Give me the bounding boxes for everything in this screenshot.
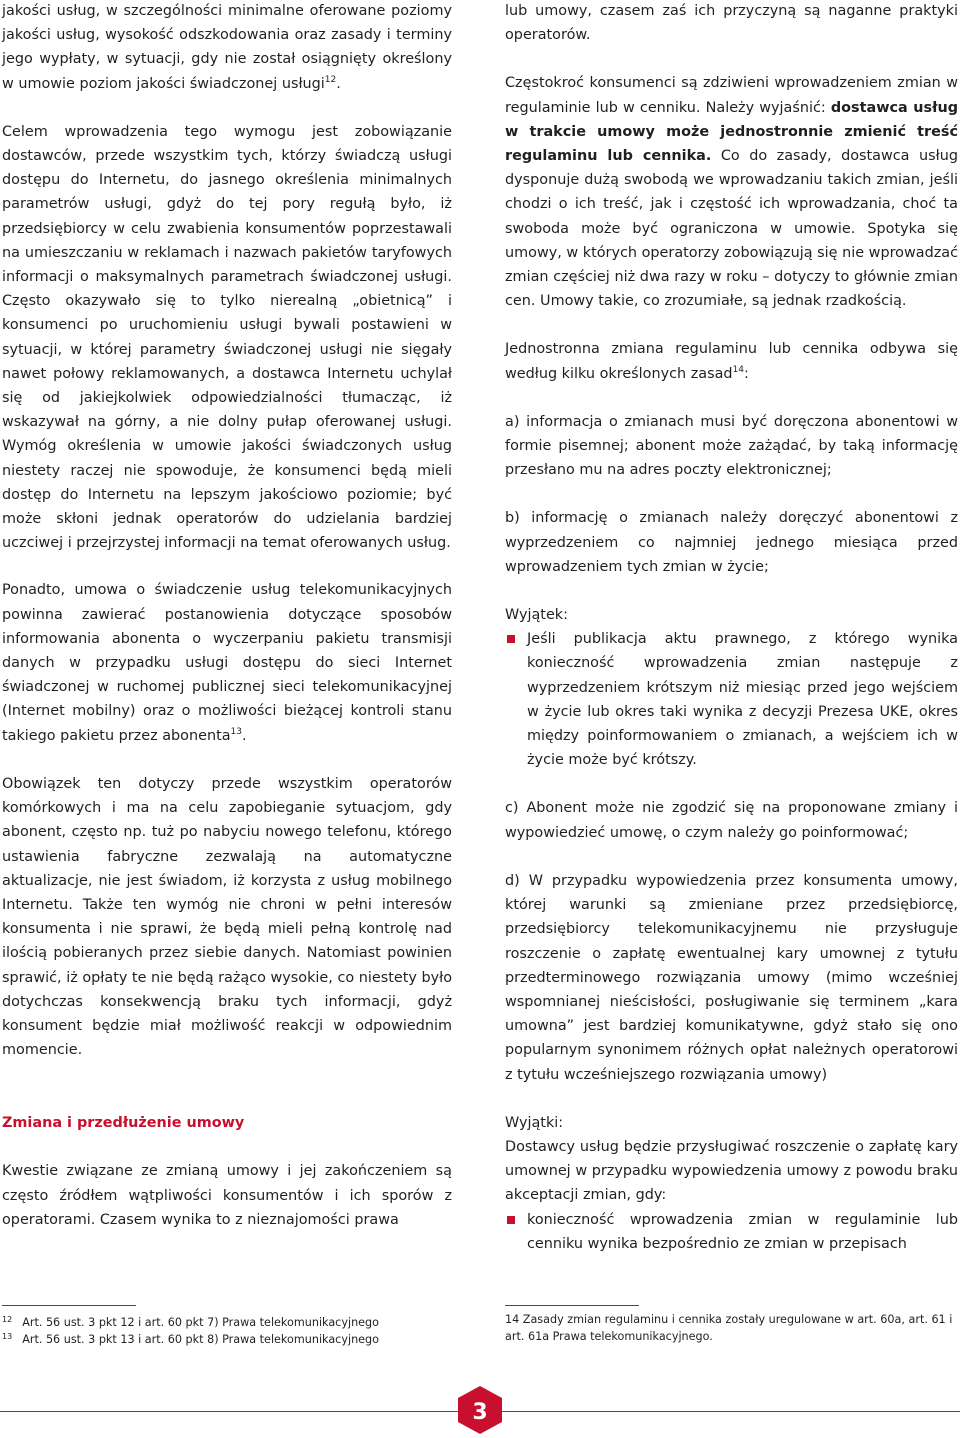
section-heading: Zmiana i przedłużenie umowy: [2, 1115, 245, 1132]
footnote-ref[interactable]: 13: [230, 726, 242, 737]
paragraph: Jednostronna zmiana regulaminu lub cennika odbywa się według kilku określonych zasad$^{14}$:: [505, 341, 958, 382]
paragraph: Celem wprowadzenia tego wymogu jest zobowiązanie dostawców, przede wszystkim tych, którzy świadczą usługi dostępu do Internetu, do jasnego określenia minimalnych parametrów usługi, gdyż do tej pory regułą było, iż przedsiębiorcy w celu zwabienia konsumentów poprzestawali na umieszczaniu w reklamach i nazwach pakietów taryfowych informacji o maksymalnych parametrach świadczonej usługi. Często okazywało się to tylko nierealną „obietnicą” i konsumenci po uruchomieniu usługi bywali postawieni w sytuacji, w której parametry świadczonej usługi nie sięgały nawet połowy reklamowanych, a dostawca Internetu uchylał się od jakiejkolwiek odpowiedzialności tłumacząc, iż wskazywał na górny, a nie dolny pułap oferowanej usługi. Wymóg określenia w umowie jakości świadczonych usług niestety raczej nie spowoduje, że konsumenci będą mieli dostęp do Internetu na lepszym jakościowo poziomie; być może skłoni jednak operatorów do udzielania bardziej uczciwej i przejrzystej informacji na temat oferowanych usług.: [2, 123, 452, 552]
right-column: [505, 0, 958, 1256]
footnote-number: 12: [2, 1315, 13, 1324]
footnote-12: $^{12}$ Art. 56 ust. 3 pkt 12 i art. 60 pkt 7) Prawa telekomunikacyjnego: [2, 1315, 379, 1329]
footnote-divider: [505, 1305, 639, 1306]
paragraph: c) Abonent może nie zgodzić się na proponowane zmiany i wypowiedzieć umowę, o czym należy go poinformować;: [505, 800, 958, 841]
bullet-square-icon: [507, 1216, 515, 1224]
paragraph: Obowiązek ten dotyczy przede wszystkim operatorów komórkowych i ma na celu zapobieganie sytuacjom, gdy abonent, często np. tuż po nabyciu nowego telefonu, którego ustawienia fabryczne zezwalają na automatyczne aktualizacje, nie jest świadom, iż korzysta z usług mobilnego Internetu. Także ten wymóg nie chroni w pełni interesów konsumenta i nie sprawi, że będą mieli pełną kontrolę nad ilością pobieranych przez siebie danych. Natomiast powinien sprawić, iż opłaty te nie będą rażąco wysokie, co niestety było dotychczas konsekwencją braku tych informacji, gdyż konsument będzie miał możliwość reakcji w odpowiednim momencie.: [2, 775, 452, 1059]
bullet-square-icon: [507, 635, 515, 643]
footnote-13: $^{13}$ Art. 56 ust. 3 pkt 13 i art. 60 pkt 8) Prawa telekomunikacyjnego: [2, 1332, 379, 1346]
footnote-number: 13: [2, 1332, 13, 1341]
exception-list: [505, 1208, 958, 1256]
paragraph: jakości usług, w szczególności minimalne oferowane poziomy jakości usług, wysokość odszkodowania oraz zasady i terminy jego wypłaty, w sytuacji, gdy nie został osiągnięty określony w umowie poziom jakości świadczonej usługi$^{12}$.: [2, 3, 452, 92]
list-item: Jeśli publikacja aktu prawnego, z którego wynika konieczność wprowadzenia zmian następuje z wyprzedzeniem krótszym niż miesiąc przed jego wejściem w życie lub okres taki wynika z decyzji Prezesa UKE, okres między poinformowaniem o zmianach, a wejściem ich w życie może być krótszy.: [505, 627, 958, 772]
paragraph: Ponadto, umowa o świadczenie usług telekomunikacyjnych powinna zawierać postanowienia dotyczące sposobów informowania abonenta o wyczerpaniu pakietu transmisji danych w przypadku usługi dostępu do sieci Internet świadczonej w ruchomej publicznej sieci telekomunikacyjnej (Internet mobilny) oraz o możliwości bieżącej kontroli stanu takiego pakietu przez abonenta$^{13}$.: [2, 582, 452, 744]
paragraph: a) informacja o zmianach musi być doręczona abonentowi w formie pisemnej; abonent może zażądać, by taką informację przesłano mu na adres poczty elektronicznej;: [505, 413, 958, 479]
page-number-badge: [457, 1385, 503, 1435]
exception-list: [505, 627, 958, 772]
emphasis: dostawca usług w trakcie umowy może jednostronnie zmienić treść regulaminu lub cennika.: [505, 99, 958, 165]
exception-label: Wyjątki:: [505, 1114, 564, 1131]
exception-label: Wyjątek:: [505, 607, 568, 624]
footnote-ref[interactable]: 12: [324, 74, 337, 85]
paragraph: lub umowy, czasem zaś ich przyczyną są naganne praktyki operatorów.: [505, 3, 958, 44]
left-column: [2, 0, 452, 1232]
paragraph: b) informację o zmianach należy doręczyć abonentowi z wyprzedzeniem co najmniej jednego miesiąca przed wprowadzeniem tych zmian w życie;: [505, 510, 958, 575]
footnote-divider: [2, 1305, 136, 1306]
paragraph: Częstokroć konsumenci są zdziwieni wprowadzeniem zmian w regulaminie lub w cenniku. Należy wyjaśnić: dostawca usług w trakcie umowy może jednostronnie zmienić treść regulaminu lub cennika. Co do zasady, dostawca usług dysponuje dużą swobodą we wprowadzaniu takich zmian, jeśli chodzi o ich treść, jak i częstość ich wprowadzania, choć ta swoboda może być ograniczona w umowie. Spotyka się umowy, w których operatorzy zobowiązują się nie wprowadzać zmian częściej niż dwa razy w roku – dotyczy to głównie zmian cen. Umowy takie, co zrozumiałe, są jednak rzadkością.: [505, 75, 958, 310]
footnote-ref[interactable]: 14: [732, 364, 745, 375]
paragraph: d) W przypadku wypowiedzenia przez konsumenta umowy, której warunki są zmieniane przez przedsiębiorcę, przedsiębiorcy telekomunikacyjnemu nie przysługuje roszczenie o zapłatę ewentualnej kary umownej z tytułu przedterminowego rozwiązania umowy (mimo wcześniej wspomnianej nieścisłości, posługiwanie się terminem „kara umowna” jest bardziej komunikatywne, gdyż stało się ono popularnym synonimem różnych opłat należnych operatorowi z tytułu wcześniejszego rozwiązania umowy): [505, 872, 958, 1083]
paragraph: Dostawcy usług będzie przysługiwać roszczenie o zapłatę kary umownej w przypadku wypowiedzenia umowy z powodu braku akceptacji zmian, gdy:: [505, 1138, 958, 1204]
paragraph: Kwestie związane ze zmianą umowy i jej zakończeniem są często źródłem wątpliwości konsumentów i ich sporów z operatorami. Czasem wynika to z nieznajomości prawa: [2, 1163, 452, 1228]
page-number: 3: [472, 1400, 488, 1425]
list-item: konieczność wprowadzenia zmian w regulaminie lub cenniku wynika bezpośrednio ze zmian w przepisach: [505, 1208, 958, 1256]
footnote-14: 14 Zasady zmian regulaminu i cennika zostały uregulowane w art. 60a, art. 61 i art. 61a Prawa telekomunikacyjnego.: [505, 1313, 953, 1343]
